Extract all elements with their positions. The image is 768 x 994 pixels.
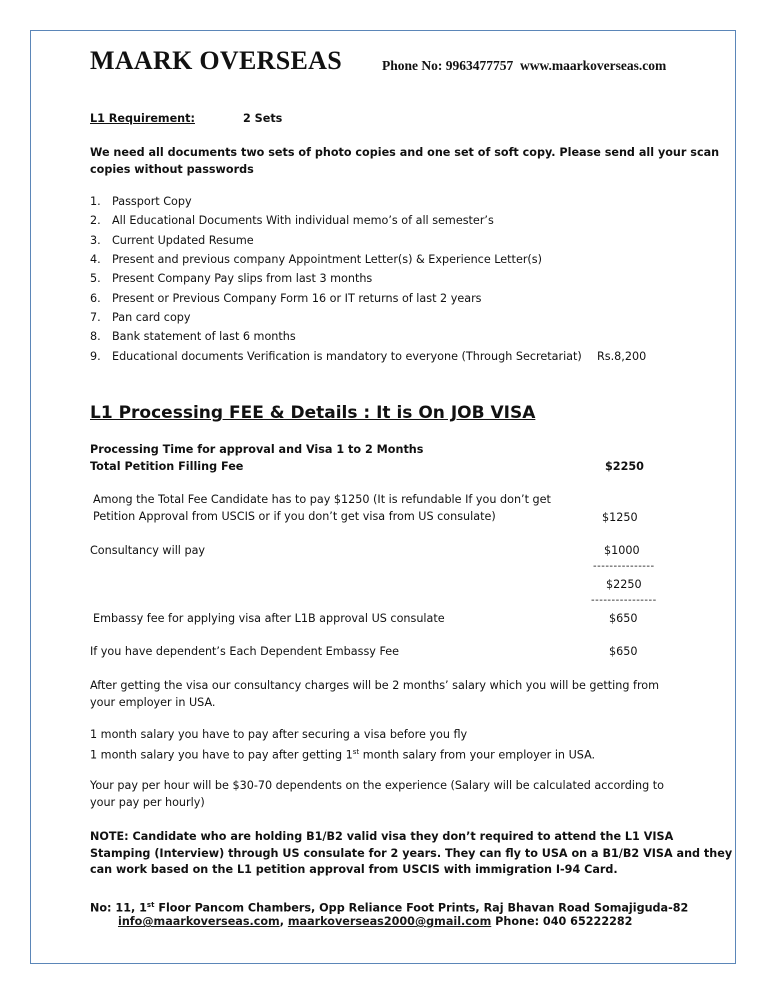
list-item: 1. Passport Copy xyxy=(90,195,192,208)
candidate-line-1: Among the Total Fee Candidate has to pay $1250 (It is refundable If you don’t get xyxy=(93,493,551,506)
total-petition-amount: $2250 xyxy=(605,460,644,473)
list-item: 5. Present Company Pay slips from last 3 months xyxy=(90,272,373,285)
pay-line-1: Your pay per hour will be $30-70 dependents on the experience (Salary will be calculated according to xyxy=(90,779,664,792)
salary-line-2: 1 month salary you have to pay after getting 1st month salary from your employer in USA. xyxy=(90,748,596,762)
requirement-value: 2 Sets xyxy=(243,112,283,125)
website-link[interactable]: www.maarkoverseas.com xyxy=(520,58,667,73)
sum-divider-bottom: ---------------- xyxy=(591,595,657,606)
dependent-fee-label: If you have dependent’s Each Dependent Embassy Fee xyxy=(90,645,400,658)
list-item: 9. Educational documents Verification is mandatory to everyone (Through Secretariat) xyxy=(90,350,582,363)
sum-divider-top: --------------- xyxy=(593,561,655,572)
note-line-3: can work based on the L1 petition approval from USCIS with immigration I-94 Card. xyxy=(90,863,618,876)
processing-time: Processing Time for approval and Visa 1 to 2 Months xyxy=(90,443,424,456)
phone-number: Phone No: 9963477757 xyxy=(382,58,514,73)
list-item: 4. Present and previous company Appointment Letter(s) & Experience Letter(s) xyxy=(90,253,542,266)
embassy-fee-amount: $650 xyxy=(609,612,638,625)
pay-line-2: your pay per hourly) xyxy=(90,796,205,809)
instructions-line-1: We need all documents two sets of photo copies and one set of soft copy. Please send all your scan xyxy=(90,146,720,159)
list-item: 7. Pan card copy xyxy=(90,311,191,324)
candidate-amount: $1250 xyxy=(602,511,638,524)
note-line-2: Stamping (Interview) through US consulate for 2 years. They can fly to USA on a B1/B2 VISA and they xyxy=(90,847,733,860)
dependent-fee-amount: $650 xyxy=(609,645,638,658)
salary-line-1: 1 month salary you have to pay after securing a visa before you fly xyxy=(90,728,468,741)
embassy-fee-label: Embassy fee for applying visa after L1B approval US consulate xyxy=(93,612,445,625)
contact-line xyxy=(382,58,666,74)
note-line-1: NOTE: Candidate who are holding B1/B2 valid visa they don’t required to attend the L1 VISA xyxy=(90,830,674,843)
company-name: MAARK OVERSEAS xyxy=(90,46,342,75)
consultancy-label: Consultancy will pay xyxy=(90,544,206,557)
list-item: 2. All Educational Documents With individual memo’s of all semester’s xyxy=(90,214,494,227)
requirement-label: L1 Requirement: xyxy=(90,112,195,125)
footer-contacts: info@maarkoverseas.com, maarkoverseas2000@gmail.com Phone: 040 65222282 xyxy=(118,915,633,928)
fee-heading: L1 Processing FEE & Details : It is On JOB VISA xyxy=(90,403,536,423)
sum-amount: $2250 xyxy=(606,578,642,591)
total-petition-label: Total Petition Filling Fee xyxy=(90,460,244,473)
email-link-info[interactable]: info@maarkoverseas.com xyxy=(118,915,280,928)
charges-line-2: your employer in USA. xyxy=(90,696,216,709)
list-item: 3. Current Updated Resume xyxy=(90,234,254,247)
address: No: 11, 1st Floor Pancom Chambers, Opp Reliance Foot Prints, Raj Bhavan Road Somajiguda-82 xyxy=(90,901,689,915)
candidate-line-2: Petition Approval from USCIS or if you don’t get visa from US consulate) xyxy=(93,510,496,523)
list-item: 6. Present or Previous Company Form 16 or IT returns of last 2 years xyxy=(90,292,482,305)
instructions-line-2: copies without passwords xyxy=(90,163,254,176)
consultancy-amount: $1000 xyxy=(604,544,640,557)
list-item: 8. Bank statement of last 6 months xyxy=(90,330,296,343)
email-link-gmail[interactable]: maarkoverseas2000@gmail.com xyxy=(287,915,492,928)
charges-line-1: After getting the visa our consultancy charges will be 2 months’ salary which you will be getting from xyxy=(90,679,660,692)
footer-phone: Phone: 040 65222282 xyxy=(491,915,633,928)
verification-fee: Rs.8,200 xyxy=(597,350,647,363)
